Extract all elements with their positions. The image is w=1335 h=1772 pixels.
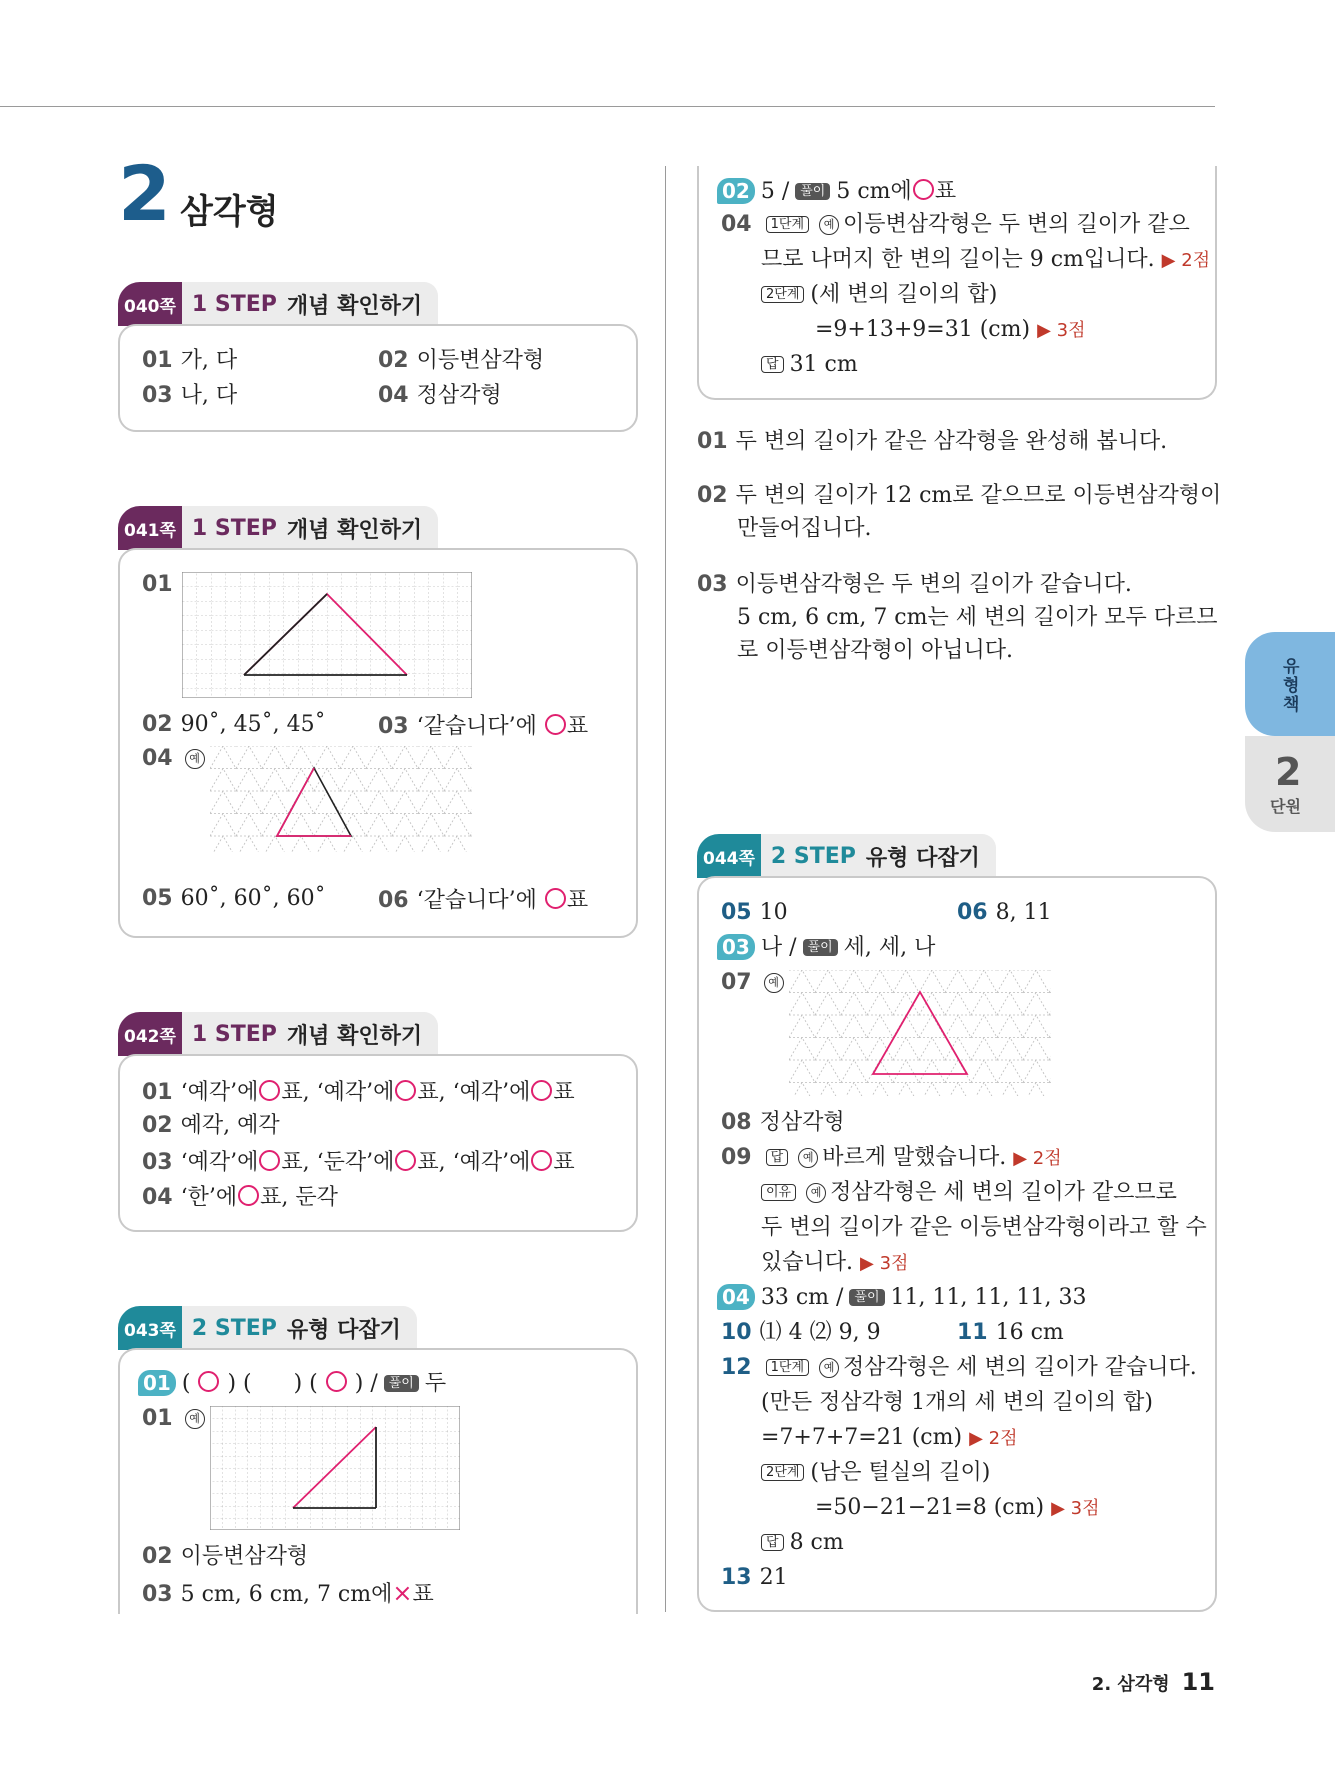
answer-box-044: 05 10 06 8, 11 03 나 / 풀이 세, 세, 나 07 예 08 정삼각형 09 답 예 바르게 말했습니다. ▶ 2점 이유 예 정삼각형은 세 변의 길이가 같으므로 두 변의 길이가 같은 이등변삼각형이라고 할 수 있습니다. ▶ 3점 04 33 cm / 풀이 11, 11, 11, 11, 33 10 ⑴ 4 ⑵ 9, 9 11 16 cm 12 1단계 예 정삼각형은 세 변의 길이가 같습니다. (만든 정삼각형 1개의 세 변의 길이의 합) =7+7+7=21 (cm) ▶ 2점 2단계 (남은 털실의 길이) =50−21−21=8 (cm) ▶ 3점 답 8 cm 13 21 xyxy=(697,876,1217,1612)
side-tab-book[interactable]: 유형책 xyxy=(1245,632,1335,736)
page-badge: 040쪽 xyxy=(118,282,182,326)
page-footer xyxy=(1092,1668,1215,1696)
type-bubble: 02 xyxy=(717,178,755,204)
section-title: 유형 다잡기 xyxy=(865,845,980,871)
page-badge: 044쪽 xyxy=(697,834,761,878)
points-label: ▶ 2점 xyxy=(1161,250,1211,271)
section-tab-044 xyxy=(697,834,996,878)
page-badge: 041쪽 xyxy=(118,506,182,550)
answer-item: 01 가, 다 xyxy=(142,348,238,373)
question-number: 01 xyxy=(142,572,173,597)
x-mark: × xyxy=(392,1579,413,1607)
example-tag: 예 xyxy=(185,1409,205,1429)
top-rule xyxy=(0,106,1215,107)
explanation-02: 02 두 변의 길이가 12 cm로 같으므로 이등변삼각형이 xyxy=(697,483,1222,508)
step2-tag: 2단계 xyxy=(761,286,804,303)
page-badge: 043쪽 xyxy=(118,1306,182,1350)
circle-mark xyxy=(545,888,566,909)
answer-box-continued: 02 5 / 풀이 5 cm에 표 04 1단계 예 이등변삼각형은 두 변의 길이가 같으 므로 나머지 한 변의 길이는 9 cm입니다. ▶ 2점 2단계 (세 변의 길이의 합) =9+13+9=31 (cm) ▶ 3점 답 31 cm xyxy=(697,166,1217,400)
square-grid-figure xyxy=(182,572,472,698)
answer-box-042: 01 ‘예각’에 표, ‘예각’에 표, ‘예각’에 표 02 예각, 예각 03 ‘예각’에 표, ‘둔각’에 표, ‘예각’에 표 04 ‘한’에 표, 둔각 xyxy=(118,1054,638,1232)
section-tab-040 xyxy=(118,282,438,326)
type-bubble: 04 xyxy=(717,1284,755,1310)
answer-item: 02 이등변삼각형 xyxy=(378,348,545,373)
step1-tag: 1단계 xyxy=(766,216,809,233)
type-bubble: 03 xyxy=(717,934,755,960)
step-label: 1 STEP xyxy=(191,1021,277,1047)
chapter-title: 삼각형 xyxy=(180,192,279,232)
page-badge: 042쪽 xyxy=(118,1012,182,1056)
explanation-03: 03 이등변삼각형은 두 변의 길이가 같습니다. xyxy=(697,572,1132,597)
example-tag: 예 xyxy=(185,749,205,769)
step-label: 1 STEP xyxy=(191,291,277,317)
type-bubble: 01 xyxy=(138,1370,176,1396)
answer-box-043: 01 ( ) ( ) ( ) / 풀이 두 01 예 02 이등변삼각형 03 5 cm, 6 cm, 7 cm에×표 xyxy=(118,1348,638,1614)
chapter-number: 2 xyxy=(118,149,169,238)
square-grid-figure xyxy=(210,1406,460,1530)
page-number: 11 xyxy=(1181,1668,1215,1696)
step-label: 2 STEP xyxy=(770,843,856,869)
section-tab-042 xyxy=(118,1012,438,1056)
answer-item: 04 정삼각형 xyxy=(378,383,502,408)
section-tab-041 xyxy=(118,506,438,550)
step-label: 1 STEP xyxy=(191,515,277,541)
triangle-grid-figure xyxy=(789,970,1051,1096)
section-tab-043 xyxy=(118,1306,417,1350)
explanation-01: 01 두 변의 길이가 같은 삼각형을 완성해 봅니다. xyxy=(697,429,1168,454)
footer-label: 2. 삼각형 xyxy=(1091,1674,1170,1695)
circle-mark xyxy=(545,714,566,735)
step-label: 2 STEP xyxy=(191,1315,277,1341)
reason-tag: 이유 xyxy=(761,1184,796,1201)
solution-tag: 풀이 xyxy=(384,1375,419,1392)
solution-tag: 풀이 xyxy=(795,183,830,200)
answer-item: 03 나, 다 xyxy=(142,383,238,408)
answer-tag: 답 xyxy=(761,356,784,373)
section-title: 개념 확인하기 xyxy=(286,293,423,319)
side-tab-unit[interactable]: 2 단원 xyxy=(1245,736,1335,832)
answer-box-040 xyxy=(118,324,638,432)
answer-box-041: 01 02 90˚, 45˚, 45˚ 03 ‘같습니다’에 표 04 예 05 60˚, 60˚, 60˚ 06 ‘같습니다’에 표 xyxy=(118,548,638,938)
triangle-grid-figure xyxy=(210,746,472,852)
section-title: 개념 확인하기 xyxy=(286,1023,423,1049)
column-divider xyxy=(665,166,666,1612)
section-title: 유형 다잡기 xyxy=(286,1317,401,1343)
section-title: 개념 확인하기 xyxy=(286,517,423,543)
